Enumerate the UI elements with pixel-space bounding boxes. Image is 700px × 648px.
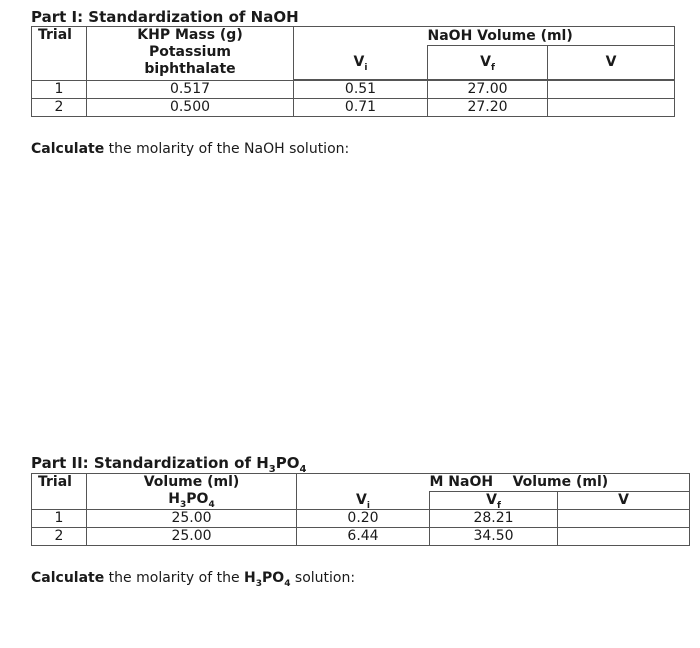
trial-cell: 2 <box>32 99 87 117</box>
vf-header: $V_f$ <box>428 46 548 80</box>
part1-instruction: Calculate the molarity of the NaOH solution: <box>31 141 350 157</box>
part2-instruction: Calculate the molarity of the $H_3PO_4$ solution: <box>31 570 356 589</box>
trial-cell: 1 <box>32 81 87 99</box>
v-cell[interactable] <box>548 99 675 117</box>
table-row <box>32 528 690 546</box>
mass-cell: 0.500 <box>87 99 294 117</box>
vf-cell: 34.50 <box>430 528 558 546</box>
v-cell[interactable] <box>558 510 690 528</box>
table-row <box>32 81 675 99</box>
part1-table <box>31 26 675 117</box>
naoh-molarity-volume-header: M NaOH Volume (ml) <box>430 474 690 492</box>
v-header: V <box>558 492 690 510</box>
vi-cell: 0.51 <box>294 81 428 99</box>
vf-cell: 27.20 <box>428 99 548 117</box>
naoh-volume-spacer <box>294 27 428 46</box>
acid-volume-header-line1: Volume (ml) <box>143 474 240 490</box>
vf-cell: 27.00 <box>428 81 548 99</box>
table-row <box>32 510 690 528</box>
khp-mass-header <box>87 27 294 81</box>
trial-header: Trial <box>32 474 87 510</box>
khp-mass-header-line3: biphthalate <box>144 61 236 77</box>
vi-cell: 6.44 <box>297 528 430 546</box>
khp-mass-header-line1: KHP Mass (g) <box>137 27 243 43</box>
vi-header: $V_i$ <box>294 46 428 80</box>
vi-header: $V_i$ <box>297 492 430 510</box>
volume-cell: 25.00 <box>87 510 297 528</box>
naoh-volume-header: NaOH Volume (ml) <box>428 27 675 46</box>
vf-header: $V_f$ <box>430 492 558 510</box>
vi-cell: 0.20 <box>297 510 430 528</box>
part1-title: Part I: Standardization of NaOH <box>31 8 299 26</box>
part2-table <box>31 473 690 546</box>
table-row <box>32 99 675 117</box>
acid-volume-header <box>87 474 297 510</box>
part2-title: Part II: Standardization of $H_3PO_4$ <box>31 454 307 475</box>
trial-cell: 1 <box>32 510 87 528</box>
mass-cell: 0.517 <box>87 81 294 99</box>
khp-mass-header-line2: Potassium <box>148 44 232 60</box>
naoh-volume-spacer <box>297 474 430 492</box>
v-cell[interactable] <box>548 81 675 99</box>
acid-volume-header-line2: $H_3PO_4$ <box>168 491 215 510</box>
vf-cell: 28.21 <box>430 510 558 528</box>
volume-cell: 25.00 <box>87 528 297 546</box>
vi-cell: 0.71 <box>294 99 428 117</box>
v-header: V <box>548 46 675 80</box>
trial-header: Trial <box>32 27 87 81</box>
trial-cell: 2 <box>32 528 87 546</box>
v-cell[interactable] <box>558 528 690 546</box>
